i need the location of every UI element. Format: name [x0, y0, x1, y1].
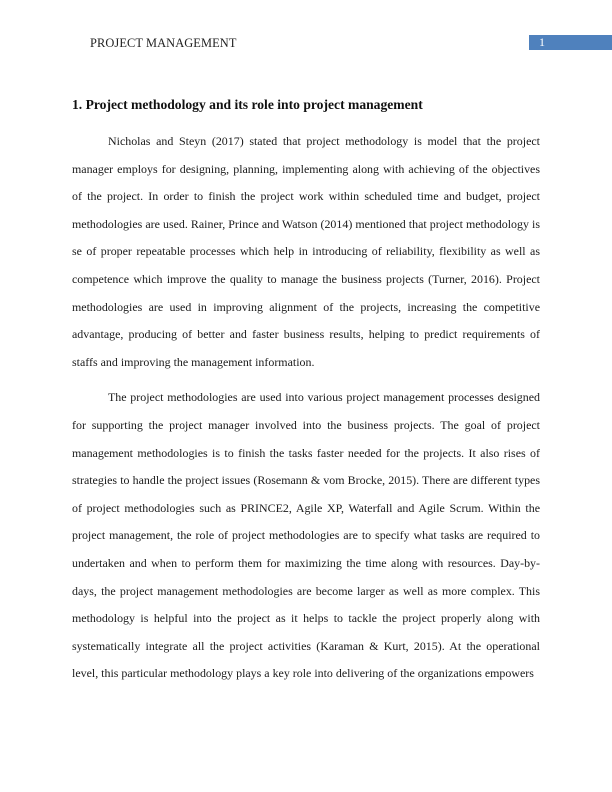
paragraph-1: Nicholas and Steyn (2017) stated that project methodology is model that the project manager employs for designing, planning, implementing along with achieving of the objectives of the project. In order to finish the project work within scheduled time and budget, project methodologies are used. Rainer, Prince and Watson (2014) mentioned that project methodology is se of proper repeatable processes which help in introducing of reliability, flexibility as well as competence which improve the quality to manage the business projects (Turner, 2016). Project methodologies are used in improving alignment of the projects, increasing the competitive advantage, producing of better and faster business results, helping to predict requirements of staffs and improving the management information. — [72, 134, 540, 369]
section-heading: 1. Project methodology and its role into project management — [72, 97, 423, 112]
running-header-title: PROJECT MANAGEMENT — [90, 36, 237, 50]
page-number-bar — [529, 35, 612, 50]
document-body — [72, 96, 540, 688]
page-number: 1 — [539, 35, 545, 49]
paragraph-2: The project methodologies are used into various project management processes designed for supporting the project manager involved into the business projects. The goal of project management methodologies is to finish the tasks faster needed for the projects. It also rises of strategies to handle the project issues (Rosemann & vom Brocke, 2015). There are different types of project methodologies such as PRINCE2, Agile XP, Waterfall and Agile Scrum. Within the project management, the role of project methodologies are to specify what tasks are required to undertaken and when to perform them for maximizing the time along with resources. Day-by-days, the project management methodologies are become larger as well as more complex. This methodology is helpful into the project as it helps to tackle the project properly along with systematically integrate all the project activities (Karaman & Kurt, 2015). At the operational level, this particular methodology plays a key role into delivering of the organizations empowers — [72, 390, 540, 681]
